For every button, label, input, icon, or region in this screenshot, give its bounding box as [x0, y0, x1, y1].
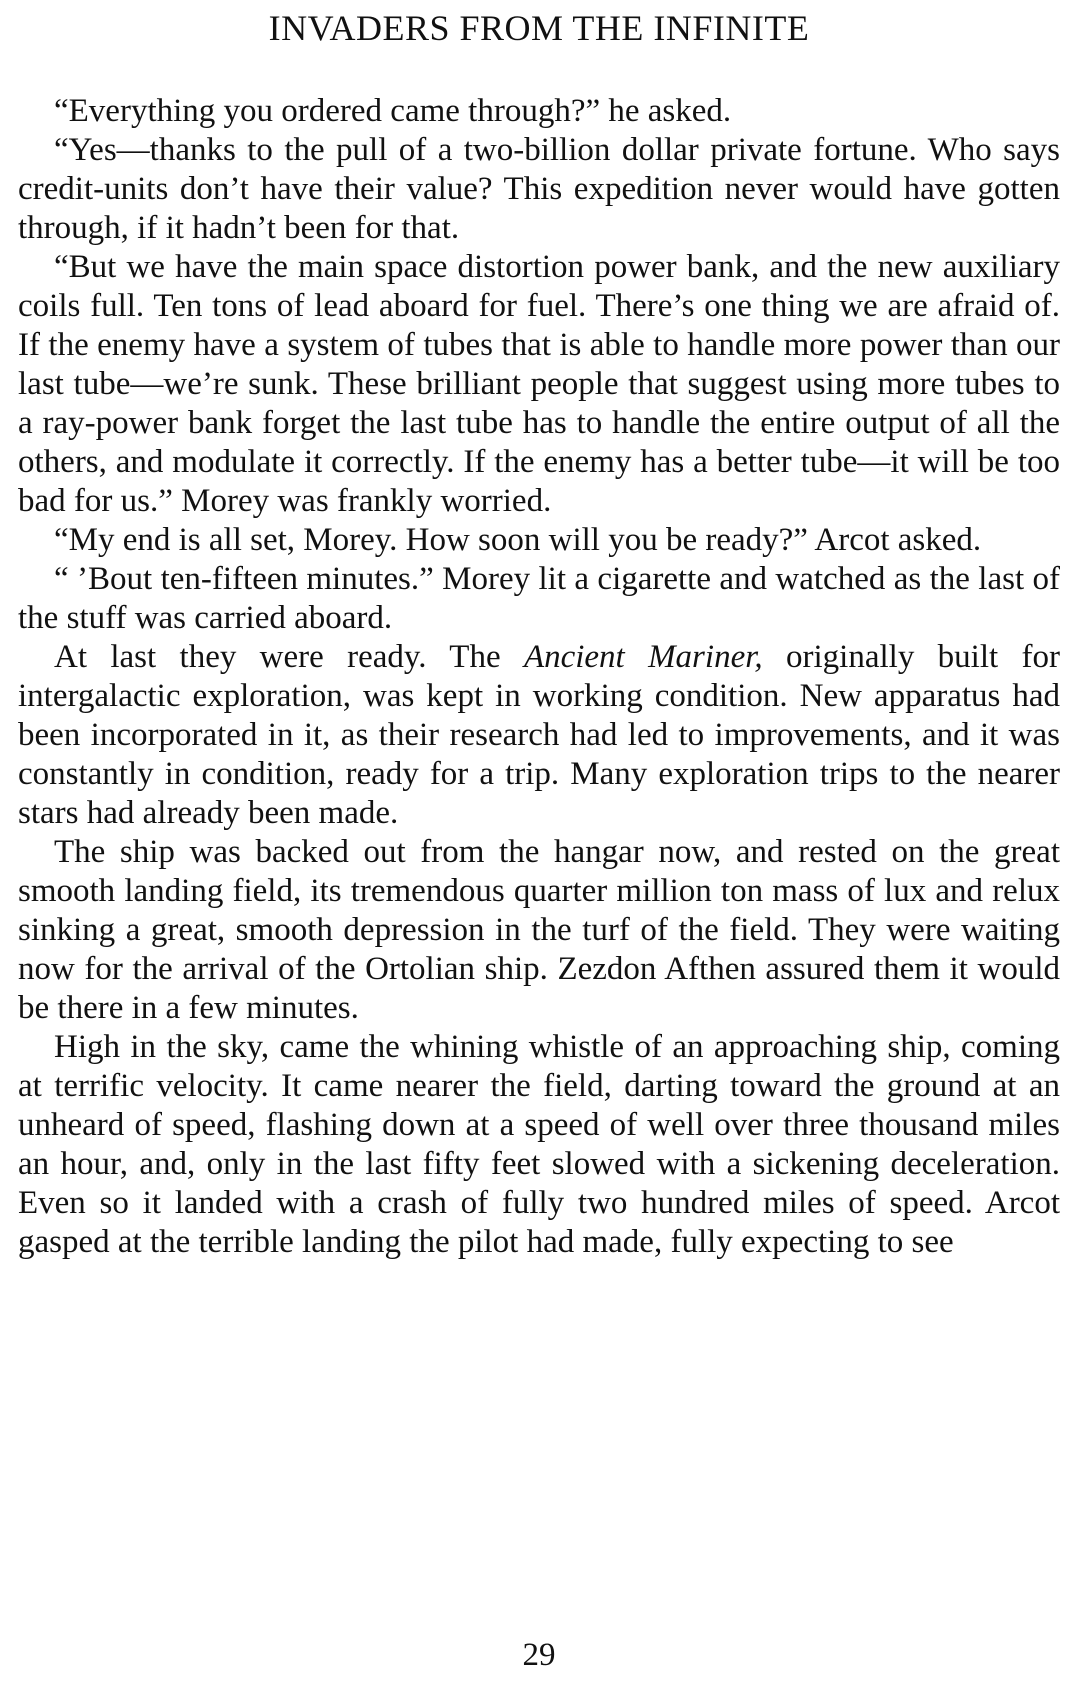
paragraph: “Yes—thanks to the pull of a two-billion dollar private fortune. Who says credit-units don’t have their value? This expedition never would have gotten through, if it hadn’t been for that. [18, 132, 1060, 246]
paragraph: “But we have the main space distortion power bank, and the new auxiliary coils full. Ten tons of lead aboard for fuel. There’s one thing we are afraid of. If the enemy have a system of tubes that is able to handle more power than our last tube—we’re sunk. These brilliant people that suggest using more tubes to a ray-power bank forget the last tube has to handle the entire output of all the others, and modulate it correctly. If the enemy has a better tube—it will be too bad for us.” Morey was frankly worried. [18, 249, 1060, 519]
book-page [18, 0, 1060, 1690]
ship-name: Ancient Mariner, [523, 639, 763, 675]
paragraph: The ship was backed out from the hangar now, and rested on the great smooth landing field, its tremendous quarter million ton mass of lux and relux sinking a great, smooth depression in the turf of the field. They were waiting now for the arrival of the Ortolian ship. Zezdon Afthen assured them it would be there in a few minutes. [18, 834, 1060, 1026]
paragraph: “ ’Bout ten-fifteen minutes.” Morey lit a cigarette and watched as the last of the stuff was carried aboard. [18, 561, 1060, 636]
paragraph [18, 638, 1060, 833]
paragraph: “My end is all set, Morey. How soon will you be ready?” Arcot asked. [54, 522, 982, 558]
paragraph-text: originally built for intergalactic exploration, was kept in working condition. New apparatus had been incorporated in it, as their research had led to improvements, and it was constantly in condition, ready for a trip. Many exploration trips to the nearer stars had already been made. [18, 639, 1060, 831]
page-number: 29 [522, 1637, 556, 1673]
body-text [18, 92, 1060, 1262]
paragraph-text: At last they were ready. The [54, 639, 524, 675]
paragraph: High in the sky, came the whining whistle of an approaching ship, coming at terrific velocity. It came nearer the field, darting toward the ground at an unheard of speed, flashing down at a speed of well over three thousand miles an hour, and, only in the last fifty feet slowed with a sickening deceleration. Even so it landed with a crash of fully two hundred miles of speed. Arcot gasped at the terrible landing the pilot had made, fully expecting to see [18, 1029, 1060, 1260]
running-head: INVADERS FROM THE INFINITE [268, 8, 810, 48]
paragraph: “Everything you ordered came through?” he asked. [54, 93, 732, 129]
